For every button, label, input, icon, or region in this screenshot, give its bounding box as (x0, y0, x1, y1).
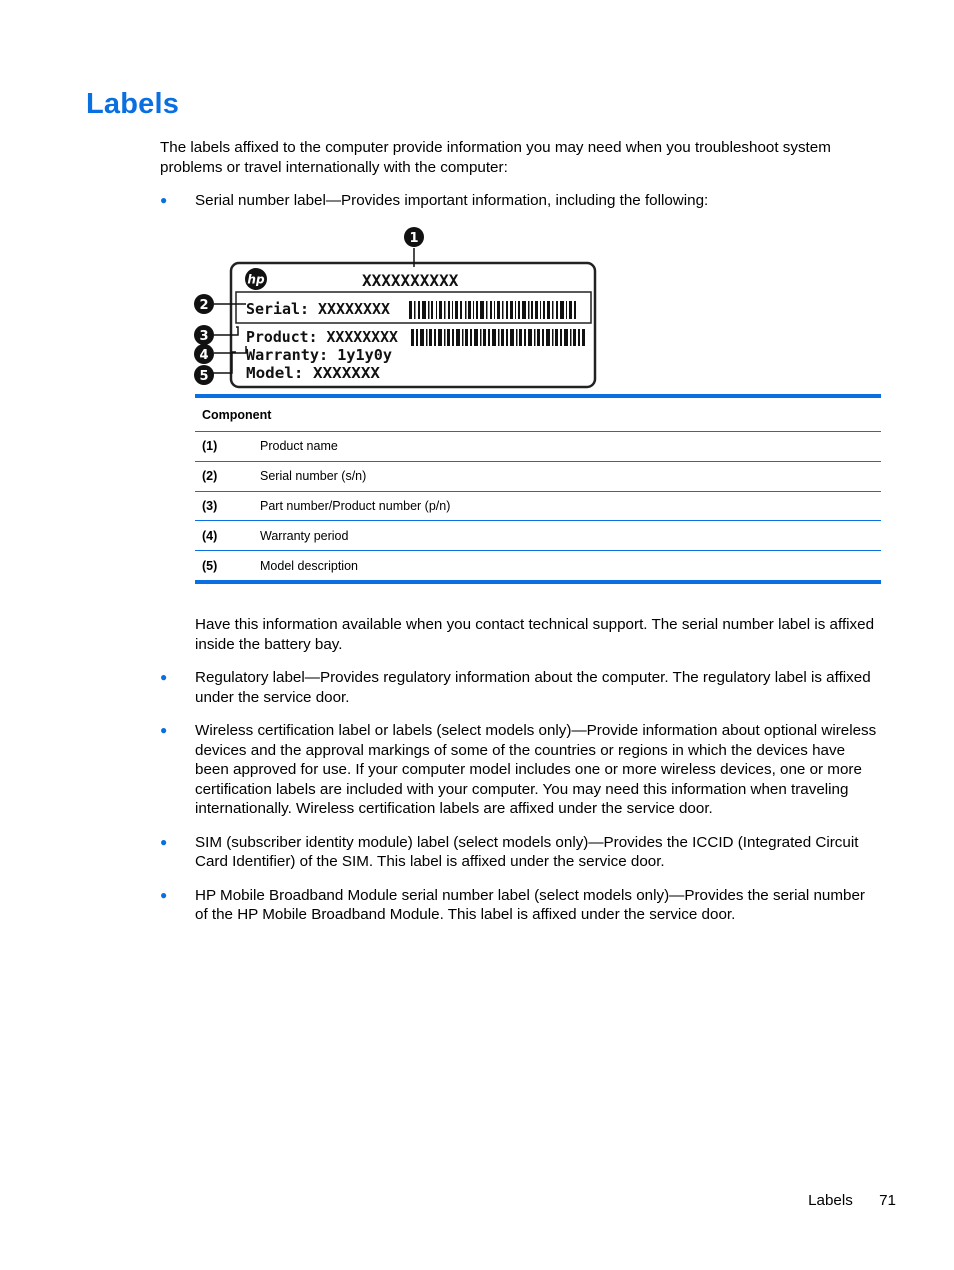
callout-2-icon (194, 294, 214, 314)
row-description: Serial number (s/n) (253, 461, 881, 491)
bullet-text: Wireless certification label or labels (select models only)—Provide information about optional wireless devices and the approval markings of some of the countries or regions in which the devices have been approved for use. If your computer model includes one or more wireless devices, one or more certification labels are included with your computer. You may need this information when traveling internationally. Wireless certification labels are affixed under the service door. (195, 722, 877, 817)
table-row (195, 432, 881, 462)
serial-line-text: Serial: XXXXXXXX (246, 300, 391, 318)
bullet-icon: ● (160, 670, 168, 684)
support-note-paragraph: Have this information available when you contact technical support. The serial number label is affixed inside the battery bay. (195, 616, 875, 653)
row-number: (5) (195, 551, 253, 582)
footer-page-number: 71 (879, 1192, 896, 1209)
callout-1-icon (404, 227, 424, 247)
row-description: Warranty period (253, 521, 881, 551)
model-line-text: Model: XXXXXXX (246, 364, 381, 382)
page-footer (808, 1192, 896, 1209)
warranty-line-text: Warranty: 1y1y0y (246, 346, 392, 364)
row-number: (2) (195, 461, 253, 491)
svg-text:2: 2 (199, 298, 209, 313)
footer-section-name: Labels (808, 1192, 853, 1209)
list-item (160, 668, 881, 707)
serial-label-illustration (190, 222, 600, 392)
list-item (160, 833, 881, 872)
callout-3-icon (194, 325, 214, 345)
bullet-list-serial (160, 191, 881, 211)
table-row (195, 521, 881, 551)
svg-text:4: 4 (199, 348, 209, 363)
list-item (160, 191, 881, 211)
svg-text:3: 3 (199, 329, 209, 344)
row-number: (4) (195, 521, 253, 551)
bullet-icon: ● (160, 723, 168, 737)
bullet-text: HP Mobile Broadband Module serial number label (select models only)—Provides the serial number of the HP Mobile Broadband Module. This label is affixed under the service door. (195, 886, 865, 923)
callout-5-icon (194, 365, 214, 385)
bullet-text: SIM (subscriber identity module) label (select models only)—Provides the ICCID (Integrated Circuit Card Identifier) of the SIM. This label is affixed under the service door. (195, 833, 859, 870)
table-row (195, 461, 881, 491)
list-item (160, 886, 881, 925)
hp-logo-icon (245, 268, 267, 290)
table-header-row (195, 396, 881, 432)
row-number: (3) (195, 491, 253, 521)
page-title: Labels (86, 88, 180, 120)
bullet-icon: ● (160, 834, 168, 849)
list-item (160, 721, 881, 819)
bullet-text: Regulatory label—Provides regulatory information about the computer. The regulatory label is affixed under the service door. (195, 669, 871, 706)
component-table (195, 394, 881, 584)
bullet-text: Serial number label—Provides important information, including the following: (195, 192, 709, 209)
table-header-component: Component (195, 396, 881, 432)
row-description: Model description (253, 551, 881, 582)
bullet-icon: ● (160, 887, 168, 902)
row-description: Product name (253, 432, 881, 462)
row-number: (1) (195, 432, 253, 462)
svg-text:hp: hp (247, 272, 265, 287)
callout-4-icon (194, 344, 214, 364)
intro-paragraph: The labels affixed to the computer provide information you may need when you troubleshoot system problems or travel internationally with the computer: (160, 139, 831, 176)
product-line-text: XXXXXXXXXX (362, 271, 459, 290)
table-row (195, 551, 881, 582)
product-number-line-text: Product: XXXXXXXX (246, 328, 399, 346)
bullet-icon: ● (160, 193, 168, 207)
table-row (195, 491, 881, 521)
svg-text:1: 1 (409, 231, 419, 246)
bullet-list-labels (160, 668, 881, 939)
row-description: Part number/Product number (p/n) (253, 491, 881, 521)
svg-text:5: 5 (199, 369, 209, 384)
